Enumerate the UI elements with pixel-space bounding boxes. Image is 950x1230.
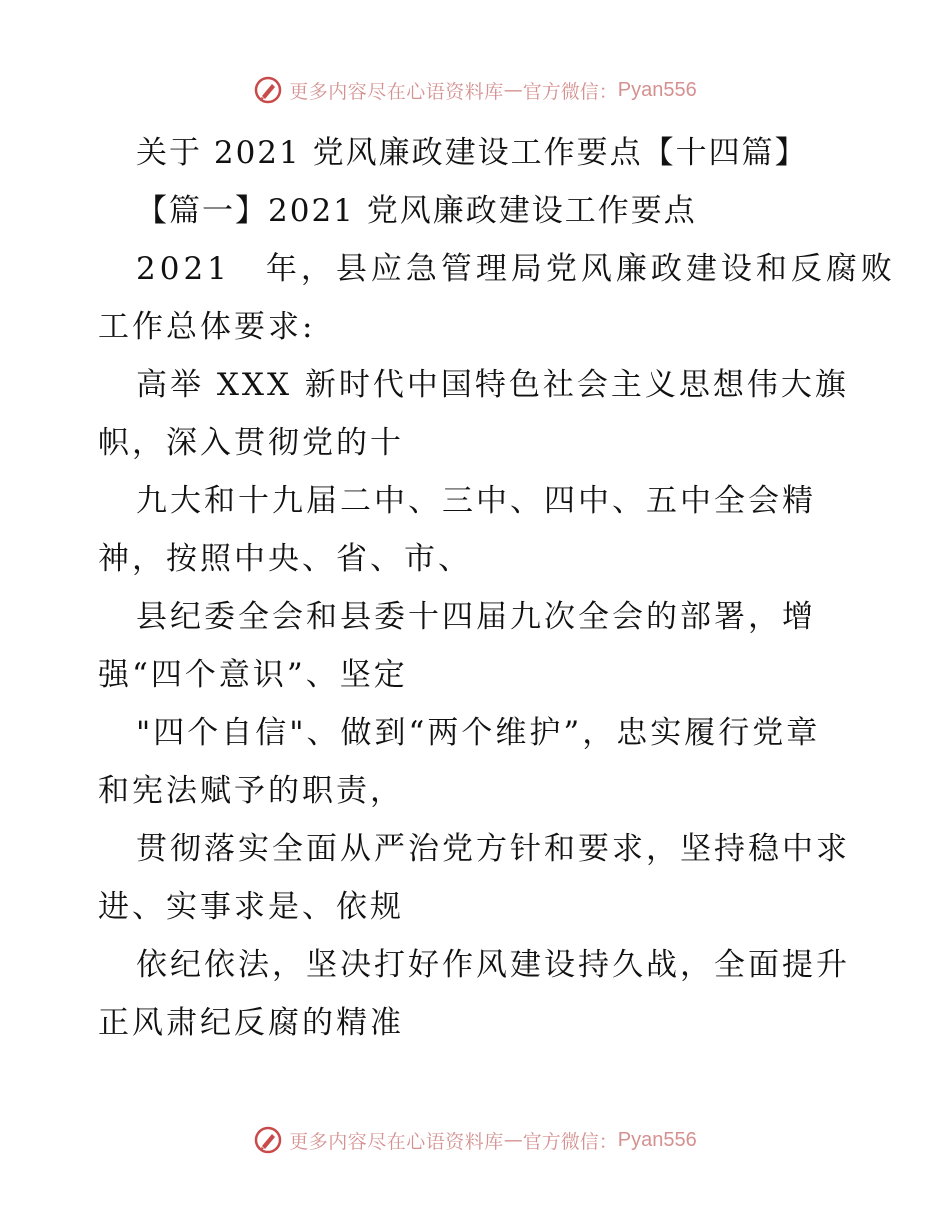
watermark-site-text: 更多内容尽在心语资料库 bbox=[289, 80, 504, 103]
paragraph-line: 2021 年，县应急管理局党风廉政建设和反腐败 bbox=[136, 251, 896, 287]
paragraph-line: 和宪法赋予的职责， bbox=[98, 773, 404, 809]
watermark-dash: — bbox=[503, 79, 523, 101]
watermark-wechat-id: Pyan556 bbox=[617, 78, 697, 101]
paragraph-line: 九大和十九届二中、三中、四中、五中全会精 bbox=[136, 483, 816, 519]
paragraph-line: 县纪委全会和县委十四届九次全会的部署，增 bbox=[136, 599, 816, 635]
watermark-wechat-label: 官方微信： bbox=[522, 80, 618, 103]
watermark-wechat-id: Pyan556 bbox=[617, 1128, 697, 1151]
paragraph-line: 帜，深入贯彻党的十 bbox=[98, 425, 404, 461]
footer-watermark bbox=[0, 1122, 950, 1158]
pen-logo-icon bbox=[253, 75, 283, 105]
document-body bbox=[98, 124, 896, 1052]
header-watermark bbox=[0, 72, 950, 108]
paragraph-line: 正风肃纪反腐的精准 bbox=[98, 1005, 404, 1041]
paragraph-line: 贯彻落实全面从严治党方针和要求，坚持稳中求 bbox=[136, 831, 850, 867]
pen-logo-icon bbox=[253, 1125, 283, 1155]
document-title: 关于 2021 党风廉政建设工作要点【十四篇】 bbox=[136, 135, 808, 171]
paragraph-line: 进、实事求是、依规 bbox=[98, 889, 404, 925]
section-heading: 【篇一】2021 党风廉政建设工作要点 bbox=[136, 193, 697, 229]
paragraph-line: "四个自信"、做到“两个维护”，忠实履行党章 bbox=[136, 715, 821, 751]
watermark-wechat-label: 官方微信： bbox=[522, 1130, 618, 1153]
paragraph-line: 依纪依法，坚决打好作风建设持久战，全面提升 bbox=[136, 947, 850, 983]
paragraph-line: 强“四个意识”、坚定 bbox=[98, 657, 408, 693]
watermark-site-text: 更多内容尽在心语资料库 bbox=[289, 1130, 504, 1153]
paragraph-line: 神，按照中央、省、市、 bbox=[98, 541, 472, 577]
paragraph-line: 高举 XXX 新时代中国特色社会主义思想伟大旗 bbox=[136, 367, 849, 403]
paragraph-line: 工作总体要求: bbox=[98, 309, 316, 345]
watermark-dash: — bbox=[503, 1129, 523, 1151]
